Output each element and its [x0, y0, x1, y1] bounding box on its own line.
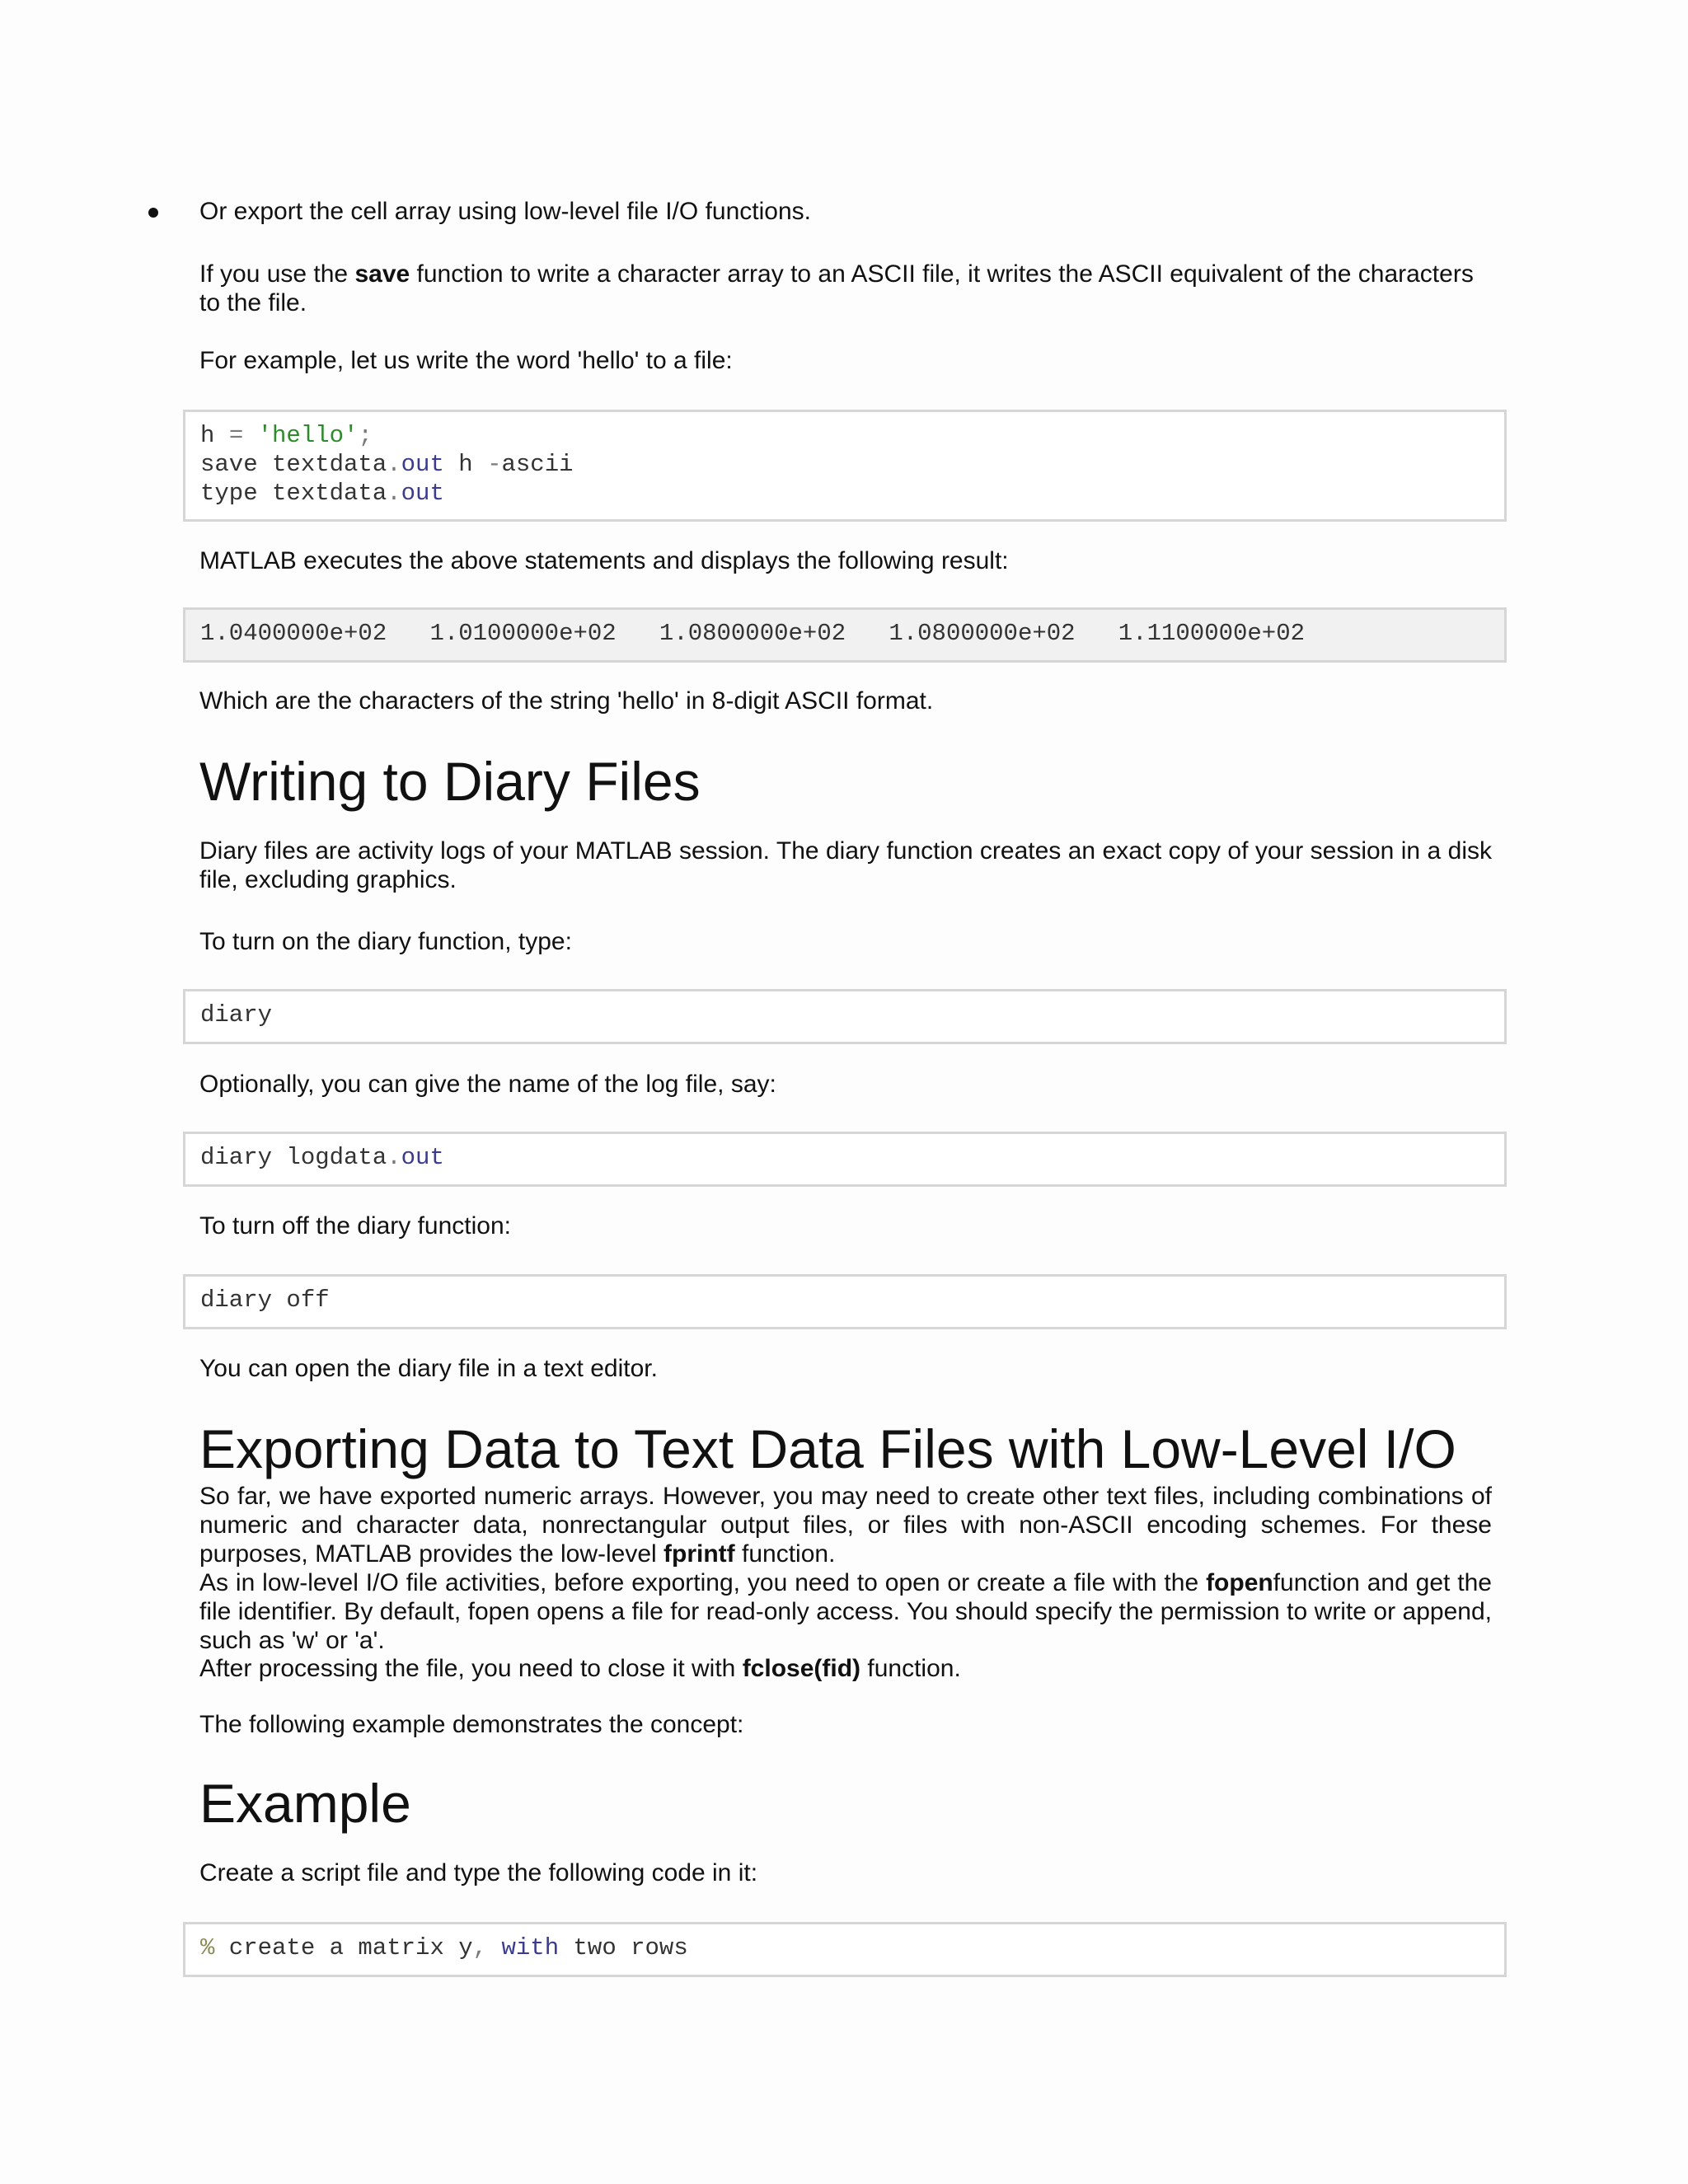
code-block-script — [183, 1922, 1507, 1977]
code-block-result — [183, 607, 1507, 663]
code-line: diary logdata.out — [200, 1144, 444, 1171]
keyword-save: save — [354, 260, 410, 288]
paragraph-export-2: As in low-level I/O file activities, before exporting, you need to open or create a file with the fopenfunction and get the file identifier. By default, fopen opens a file for read-only access. You should specify the permission to write or append, such as 'w' or 'a'. — [199, 1569, 1492, 1654]
code-block-diary — [183, 989, 1507, 1044]
paragraph-executes: MATLAB executes the above statements and displays the following result: — [199, 547, 1009, 574]
paragraph-example-hello: For example, let us write the word 'hello' to a file: — [199, 347, 733, 374]
paragraph-open-diary: You can open the diary file in a text editor. — [199, 1355, 658, 1382]
heading-example: Example — [199, 1773, 411, 1834]
keyword-fprintf: fprintf — [663, 1540, 735, 1568]
paragraph-which: Which are the characters of the string 'hello' in 8-digit ASCII format. — [199, 687, 934, 715]
code-block-diary-log — [183, 1132, 1507, 1187]
code-line: diary off — [200, 1286, 330, 1314]
heading-export: Exporting Data to Text Data Files with Low-Level I/O — [199, 1418, 1456, 1479]
paragraph-export-3: After processing the file, you need to close it with fclose(fid) function. — [199, 1655, 961, 1682]
code-block-diary-off — [183, 1274, 1507, 1329]
paragraph-export-1: So far, we have exported numeric arrays. However, you may need to create other text files, including combinations of numeric and character data, nonrectangular output files, or files with non-ASCII encoding schemes. For these purposes, MATLAB provides the low-level fprintf function. — [199, 1483, 1492, 1568]
paragraph-following: The following example demonstrates the concept: — [199, 1711, 744, 1738]
code-line: diary — [200, 1001, 273, 1029]
paragraph-optionally: Optionally, you can give the name of the log file, say: — [199, 1071, 776, 1098]
paragraph-turn-on: To turn on the diary function, type: — [199, 928, 572, 955]
code-line: % create a matrix y, with two rows — [200, 1934, 688, 1961]
bullet-icon — [148, 208, 158, 218]
code-line: save textdata.out h -ascii — [200, 451, 574, 478]
bullet-text: Or export the cell array using low-level file I/O functions. — [199, 198, 811, 225]
code-line: 1.0400000e+02 1.0100000e+02 1.0800000e+02 1.0800000e+02 1.1100000e+02 — [200, 620, 1306, 647]
code-block-hello — [183, 410, 1507, 522]
code-line: h = 'hello'; — [200, 422, 373, 449]
code-line: type textdata.out — [200, 480, 444, 507]
paragraph-create-script: Create a script file and type the following code in it: — [199, 1859, 758, 1886]
paragraph-diary-intro: Diary files are activity logs of your MATLAB session. The diary function creates an exact copy of your session in a disk file, excluding graphics. — [199, 837, 1492, 893]
keyword-fclose: fclose(fid) — [742, 1655, 861, 1682]
paragraph-turn-off: To turn off the diary function: — [199, 1212, 512, 1240]
keyword-fopen: fopen — [1206, 1569, 1273, 1596]
heading-diary: Writing to Diary Files — [199, 751, 701, 812]
paragraph-save: If you use the save function to write a character array to an ASCII file, it writes the ASCII equivalent of the characters to the file. — [199, 260, 1474, 316]
